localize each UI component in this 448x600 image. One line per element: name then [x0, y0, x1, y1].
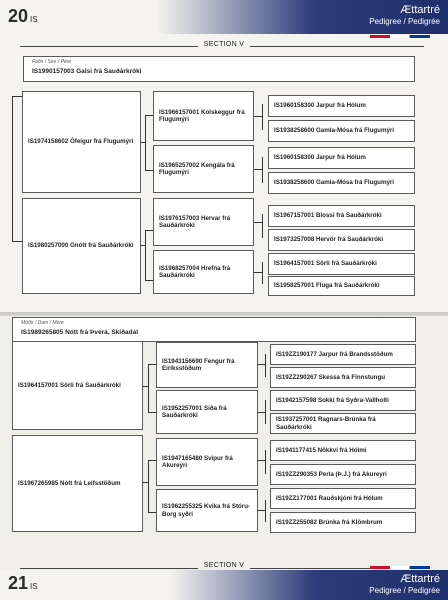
flag-stripe [370, 566, 430, 569]
horse-name: IS1962255325 Kvika frá Stóru-Borg syðri [162, 503, 251, 518]
connector [145, 280, 153, 281]
connector [258, 510, 265, 511]
horse-name: IS1938258600 Gamla-Mósa frá Flugumýri [274, 179, 395, 187]
connector [143, 386, 148, 387]
connector [145, 230, 153, 231]
gen3-box [268, 276, 415, 296]
gen3-box [268, 147, 415, 169]
page-suffix: IS [30, 15, 38, 24]
horse-name: IS1966157001 Kolskeggur frá Flugumýri [159, 108, 245, 123]
horse-name: IS1965257002 Kengála frá Flugumýri [159, 161, 235, 176]
gen3-box [270, 367, 416, 388]
gen2-box [153, 91, 254, 141]
title-is: Ættartré [400, 4, 440, 16]
horse-name: IS1964157001 Sörli frá Sauðárkróki [18, 381, 121, 389]
dam-dam-box [12, 435, 143, 532]
connector [148, 460, 149, 512]
connector [143, 482, 148, 483]
connector [258, 460, 265, 461]
gen2-box [156, 342, 258, 388]
connector [141, 245, 145, 246]
connector [12, 96, 13, 241]
horse-name: IS1947165480 Svipur frá Akureyri [162, 454, 233, 469]
gen2-box [153, 198, 254, 246]
horse-name: IS1976157003 Hervar frá Sauðárkróki [159, 214, 231, 229]
horse-name: IS1974158602 Ófeigur frá Flugumýri [28, 138, 134, 146]
gen3-box [268, 253, 415, 275]
dam-caption: Móðir / Dam / Mère [21, 320, 64, 326]
connector [265, 500, 266, 522]
horse-name: IS19ZZ177001 Rauðskjóni frá Hólum [276, 494, 383, 502]
connector [262, 214, 263, 238]
horse-name: IS1980257000 Gnótt frá Sauðárkróki [28, 242, 134, 250]
gen2-box [156, 489, 258, 532]
connector [265, 400, 266, 424]
sire-dam-box [22, 198, 141, 294]
connector [145, 230, 146, 280]
horse-name: IS1973257008 Hervör frá Sauðárkróki [274, 236, 384, 244]
title-en: Pedigree / Pedigrée [369, 17, 440, 26]
gen3-box [270, 390, 416, 411]
horse-name: IS1943156690 Fengur frá Eiríksstöðum [162, 357, 235, 372]
connector [254, 169, 262, 170]
connector [148, 412, 156, 413]
connector [262, 104, 263, 130]
connector [265, 354, 266, 377]
gen2-box [153, 145, 254, 193]
dam-sire-box [12, 341, 143, 430]
horse-name: IS1967265985 Nótt frá Leifsstöðum [18, 479, 121, 487]
gen3-box [270, 440, 416, 461]
gen3-box [270, 488, 416, 509]
connector [12, 96, 22, 97]
header-title [369, 5, 440, 26]
dam-box [12, 317, 416, 342]
horse-name: IS1942157598 Sokki frá Syðra-Vallholti [276, 396, 389, 404]
gen3-box [268, 95, 415, 117]
connector [258, 364, 265, 365]
connector [254, 116, 262, 117]
horse-name: IS19ZZ290353 Perla (Þ.J.) frá Akureyri [276, 470, 387, 478]
horse-name: IS1958257001 Fluga frá Sauðárkróki [274, 282, 380, 290]
connector [12, 241, 22, 242]
sire-box [23, 56, 415, 82]
gen2-box [156, 390, 258, 434]
connector [148, 460, 156, 461]
gen3-box [270, 464, 416, 485]
gen3-box [270, 344, 416, 365]
page-number: 20 IS [8, 6, 38, 26]
gen3-box [268, 229, 415, 251]
dam-name: IS1989265805 Nótt frá Þverá, Skíðadal [21, 329, 139, 336]
connector [254, 222, 262, 223]
section-label-bottom: SECTION V [0, 562, 448, 569]
connector [145, 115, 146, 170]
gen2-box [156, 438, 258, 486]
gen3-box [270, 413, 416, 434]
sire-name: IS1990157003 Galsi frá Sauðárkróki [32, 68, 142, 75]
connector [258, 412, 265, 413]
connector [148, 364, 156, 365]
horse-name: IS1941177415 Nökkvi frá Hólmi [276, 446, 367, 454]
gen3-box [270, 512, 416, 533]
horse-name: IS1938258600 Gamla-Mósa frá Flugumýri [274, 127, 395, 135]
horse-name: IS19ZZ255082 Brúnka frá Klömbrum [276, 518, 383, 526]
connector [145, 170, 153, 171]
gen2-box [153, 250, 254, 294]
horse-name: IS1968257004 Hrefna frá Sauðárkróki [159, 264, 231, 279]
connector [145, 115, 153, 116]
title-en: Pedigree / Pedigrée [369, 586, 440, 595]
horse-name: IS1937257001 Ragnars-Brúnka frá Sauðárkróki [276, 416, 376, 431]
footer-title [369, 574, 440, 595]
sire-caption: Faðir / Sire / Père [32, 59, 72, 65]
connector [262, 157, 263, 183]
connector [141, 142, 145, 143]
connector [262, 262, 263, 284]
title-is: Ættartré [400, 573, 440, 585]
horse-name: IS1960158300 Jarpur frá Hólum [274, 102, 366, 110]
page-suffix: IS [30, 582, 38, 591]
horse-name: IS19ZZ190177 Jarpur frá Brandsstöðum [276, 350, 393, 358]
connector [148, 512, 156, 513]
page-number: 21 IS [8, 573, 38, 593]
gen3-box [268, 120, 415, 142]
horse-name: IS1952257001 Síða frá Sauðárkróki [162, 404, 227, 419]
horse-name: IS1964157001 Sörli frá Sauðárkróki [274, 260, 377, 268]
section-label-top: SECTION V [0, 41, 448, 48]
gen3-box [268, 172, 415, 194]
horse-name: IS1967157001 Blossi frá Sauðárkróki [274, 212, 382, 220]
right-page [0, 316, 448, 600]
connector [265, 450, 266, 474]
connector [148, 364, 149, 412]
flag-stripe [370, 35, 430, 38]
horse-name: IS19ZZ290267 Skessa frá Finnstungu [276, 373, 386, 381]
sire-sire-box [22, 91, 141, 193]
gen3-box [268, 205, 415, 227]
horse-name: IS1960158300 Jarpur frá Hólum [274, 154, 366, 162]
connector [254, 272, 262, 273]
